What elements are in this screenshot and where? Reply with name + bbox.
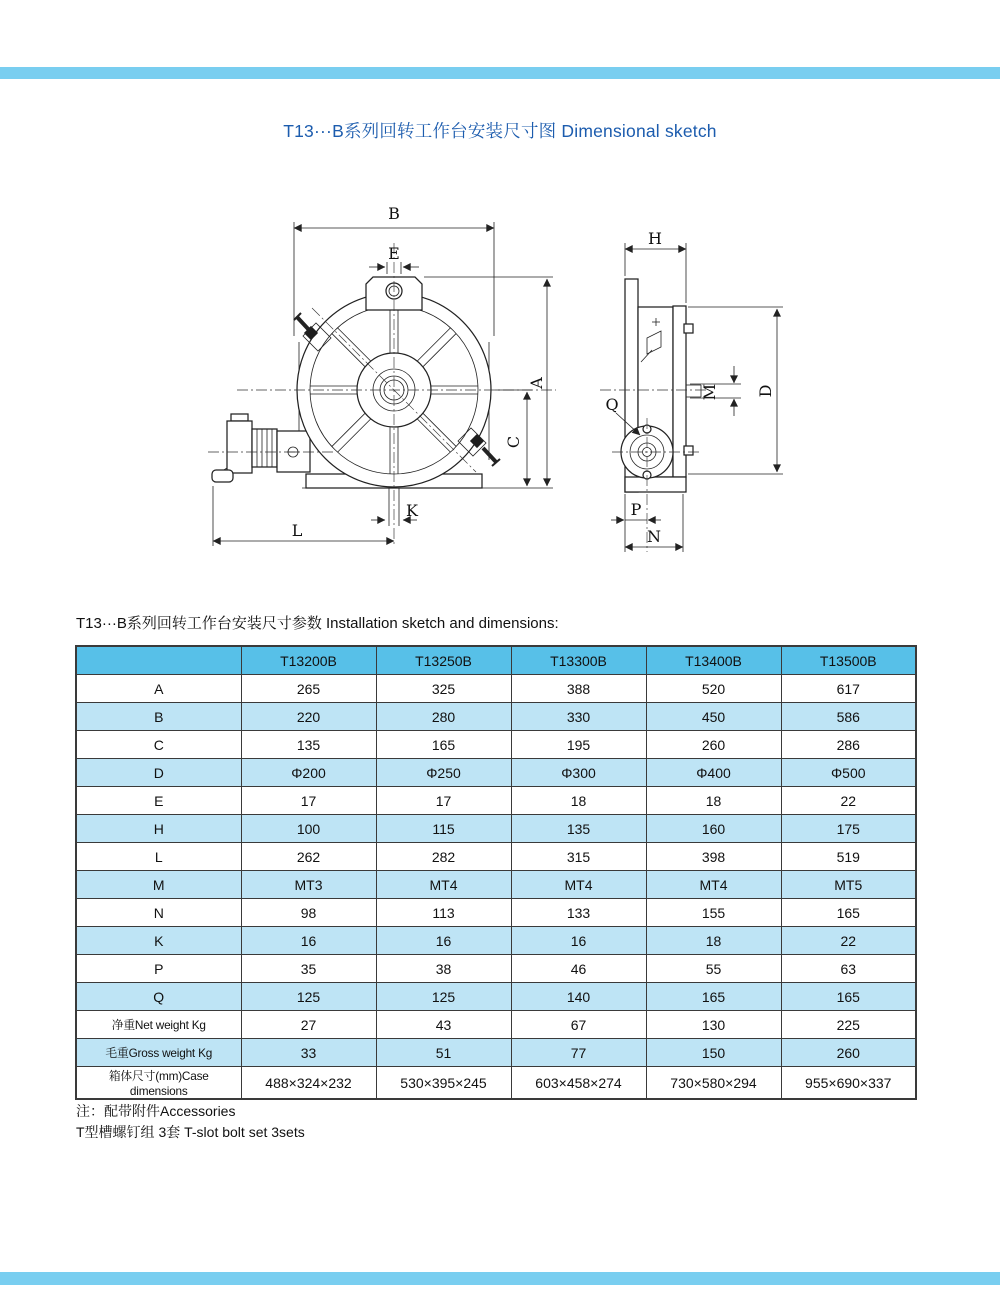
- row-label: 箱体尺寸(mm)Case dimensions: [76, 1067, 241, 1100]
- table-cell: Φ200: [241, 759, 376, 787]
- table-row: [76, 927, 916, 955]
- row-label: 毛重Gross weight Kg: [76, 1039, 241, 1067]
- table-cell: 46: [511, 955, 646, 983]
- table-cell: 22: [781, 787, 916, 815]
- table-cell: 100: [241, 815, 376, 843]
- table-cell: 175: [781, 815, 916, 843]
- table-cell: 730×580×294: [646, 1067, 781, 1100]
- table-cell: MT4: [376, 871, 511, 899]
- row-label: P: [76, 955, 241, 983]
- table-cell: 195: [511, 731, 646, 759]
- table-row: [76, 983, 916, 1011]
- side-view: [600, 229, 783, 552]
- dimension-label-l: L: [291, 521, 303, 540]
- dimensional-sketch: [180, 193, 920, 573]
- row-label: H: [76, 815, 241, 843]
- table-cell: 125: [376, 983, 511, 1011]
- table-cell: 586: [781, 703, 916, 731]
- row-label: L: [76, 843, 241, 871]
- table-row: [76, 675, 916, 703]
- table-cell: 140: [511, 983, 646, 1011]
- column-header: T13200B: [241, 646, 376, 675]
- table-cell: 16: [241, 927, 376, 955]
- row-label: E: [76, 787, 241, 815]
- table-cell: 33: [241, 1039, 376, 1067]
- row-label: K: [76, 927, 241, 955]
- table-row: [76, 843, 916, 871]
- table-cell: 22: [781, 927, 916, 955]
- dimension-label-k: K: [406, 501, 418, 520]
- table-cell: 77: [511, 1039, 646, 1067]
- table-cell: 130: [646, 1011, 781, 1039]
- corner-cell: [76, 646, 241, 675]
- table-cell: 220: [241, 703, 376, 731]
- table-cell: 43: [376, 1011, 511, 1039]
- table-cell: MT5: [781, 871, 916, 899]
- column-header: T13300B: [511, 646, 646, 675]
- table-cell: Φ250: [376, 759, 511, 787]
- row-label: A: [76, 675, 241, 703]
- table-row: [76, 1039, 916, 1067]
- row-label: C: [76, 731, 241, 759]
- table-cell: 315: [511, 843, 646, 871]
- table-cell: 35: [241, 955, 376, 983]
- column-header: T13400B: [646, 646, 781, 675]
- table-cell: 55: [646, 955, 781, 983]
- dimension-label-d: D: [756, 384, 775, 398]
- table-cell: 265: [241, 675, 376, 703]
- table-cell: 63: [781, 955, 916, 983]
- table-cell: 165: [781, 899, 916, 927]
- dimension-label-p: P: [630, 500, 642, 519]
- top-accent-bar: [0, 67, 1000, 79]
- handwheel-assembly: [212, 414, 310, 482]
- front-view: [208, 204, 556, 546]
- table-cell: 115: [376, 815, 511, 843]
- column-header: T13500B: [781, 646, 916, 675]
- note-tslot-bolts: T型槽螺钉组 3套 T-slot bolt set 3sets: [76, 1124, 305, 1140]
- spec-table-header-row: [76, 646, 916, 675]
- dimension-label-e: E: [388, 244, 400, 263]
- table-cell: 530×395×245: [376, 1067, 511, 1100]
- table-cell: 955×690×337: [781, 1067, 916, 1100]
- table-cell: 165: [376, 731, 511, 759]
- table-row: [76, 815, 916, 843]
- table-cell: 165: [646, 983, 781, 1011]
- table-cell: 282: [376, 843, 511, 871]
- table-cell: 398: [646, 843, 781, 871]
- table-cell: 27: [241, 1011, 376, 1039]
- table-row: [76, 955, 916, 983]
- table-cell: 135: [511, 815, 646, 843]
- table-cell: 603×458×274: [511, 1067, 646, 1100]
- table-cell: 135: [241, 731, 376, 759]
- table-cell: 155: [646, 899, 781, 927]
- note-accessories: 注：配带附件Accessories: [76, 1103, 236, 1119]
- dimension-label-n: N: [647, 527, 661, 546]
- table-row: [76, 787, 916, 815]
- table-cell: 18: [646, 927, 781, 955]
- table-cell: 450: [646, 703, 781, 731]
- table-cell: 18: [646, 787, 781, 815]
- table-cell: MT3: [241, 871, 376, 899]
- dimension-label-a: A: [527, 377, 546, 389]
- row-label: B: [76, 703, 241, 731]
- column-header: T13250B: [376, 646, 511, 675]
- table-cell: Φ500: [781, 759, 916, 787]
- table-cell: MT4: [511, 871, 646, 899]
- table-cell: 67: [511, 1011, 646, 1039]
- row-label: M: [76, 871, 241, 899]
- table-cell: 17: [376, 787, 511, 815]
- table-cell: 262: [241, 843, 376, 871]
- table-cell: 330: [511, 703, 646, 731]
- bottom-accent-bar: [0, 1272, 1000, 1285]
- table-cell: 280: [376, 703, 511, 731]
- spec-table-body: [76, 675, 916, 1100]
- table-cell: 17: [241, 787, 376, 815]
- table-cell: 165: [781, 983, 916, 1011]
- dimension-label-q: Q: [605, 395, 619, 414]
- table-cell: 617: [781, 675, 916, 703]
- dimension-label-b: B: [388, 204, 400, 223]
- row-label: N: [76, 899, 241, 927]
- table-row: [76, 731, 916, 759]
- table-cell: Φ300: [511, 759, 646, 787]
- table-cell: 133: [511, 899, 646, 927]
- table-cell: 98: [241, 899, 376, 927]
- table-cell: 113: [376, 899, 511, 927]
- dimension-label-c: C: [504, 435, 523, 449]
- dimension-label-m: M: [700, 383, 719, 401]
- dimension-label-h: H: [648, 229, 662, 248]
- row-label: D: [76, 759, 241, 787]
- table-cell: 225: [781, 1011, 916, 1039]
- table-row: [76, 899, 916, 927]
- table-cell: 388: [511, 675, 646, 703]
- table-row: [76, 1067, 916, 1100]
- table-cell: 18: [511, 787, 646, 815]
- table-row: [76, 703, 916, 731]
- table-cell: 325: [376, 675, 511, 703]
- table-cell: 51: [376, 1039, 511, 1067]
- section-heading: T13···B系列回转工作台安装尺寸参数 Installation sketch and dimensions:: [76, 615, 559, 632]
- table-cell: 16: [376, 927, 511, 955]
- table-row: [76, 759, 916, 787]
- spec-table: [75, 645, 917, 1100]
- table-cell: 16: [511, 927, 646, 955]
- table-cell: 519: [781, 843, 916, 871]
- table-cell: 520: [646, 675, 781, 703]
- table-cell: 160: [646, 815, 781, 843]
- table-cell: 125: [241, 983, 376, 1011]
- table-cell: 488×324×232: [241, 1067, 376, 1100]
- table-row: [76, 1011, 916, 1039]
- page-title: T13···B系列回转工作台安装尺寸图 Dimensional sketch: [283, 121, 717, 141]
- table-cell: 260: [781, 1039, 916, 1067]
- table-cell: 260: [646, 731, 781, 759]
- table-cell: 38: [376, 955, 511, 983]
- table-cell: MT4: [646, 871, 781, 899]
- row-label: 净重Net weight Kg: [76, 1011, 241, 1039]
- row-label: Q: [76, 983, 241, 1011]
- table-cell: Φ400: [646, 759, 781, 787]
- table-cell: 150: [646, 1039, 781, 1067]
- table-row: [76, 871, 916, 899]
- table-cell: 286: [781, 731, 916, 759]
